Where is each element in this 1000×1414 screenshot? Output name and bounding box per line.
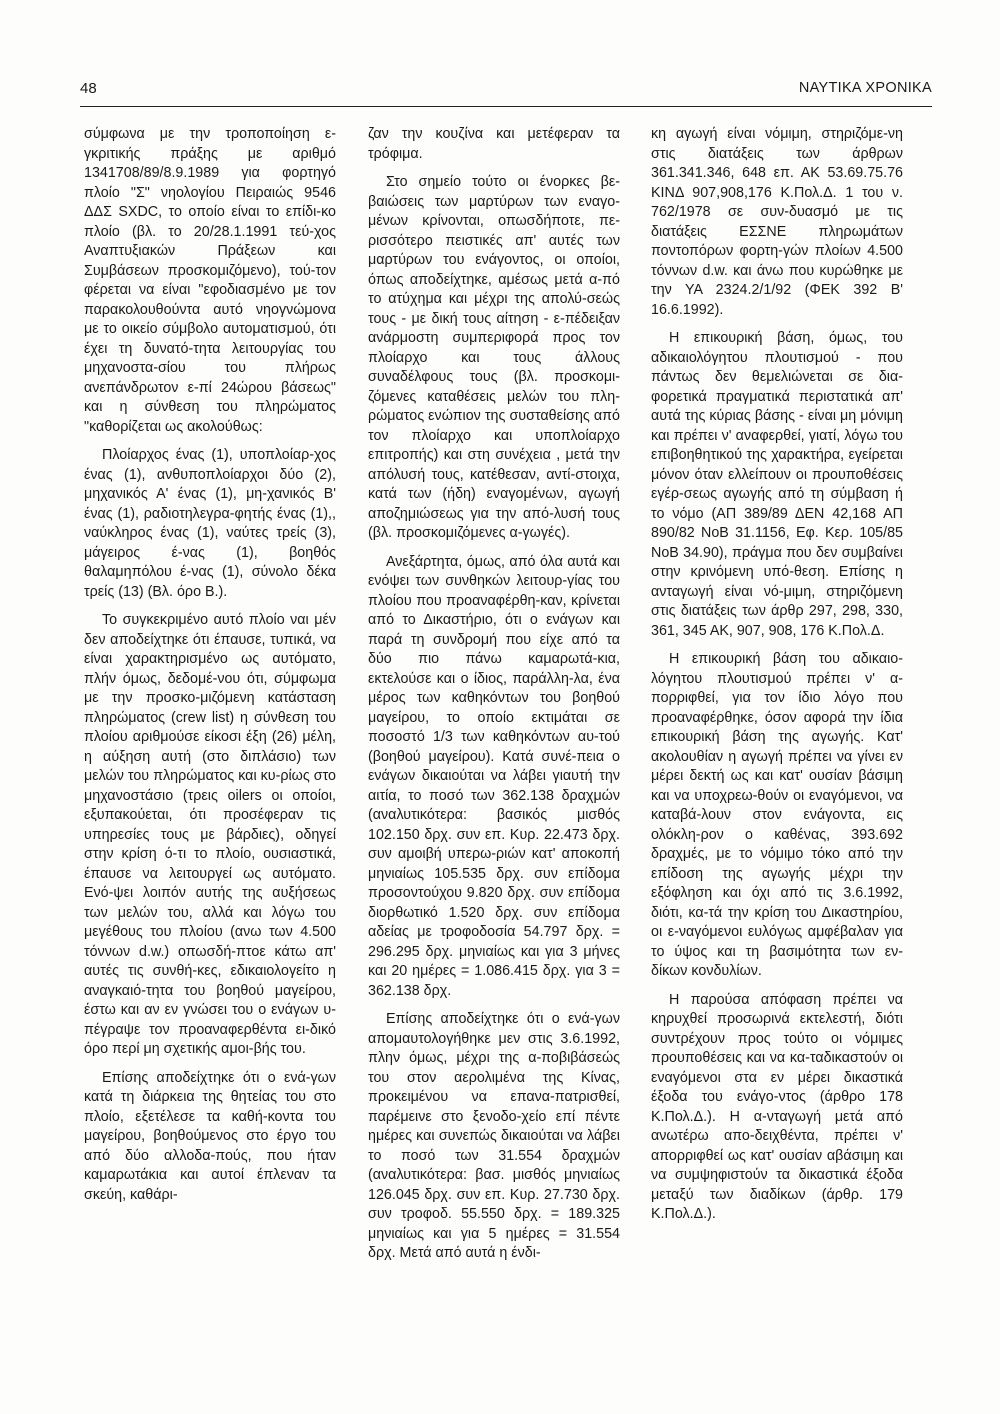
paragraph: Η επικουρική βάση του αδικαιο-λόγητου πλουτισμού πρέπει ν' α-πορριφθεί, για τον ίδιο λόγο που προαναφέρθηκε, όσον αφορά την ίδια επικουρική βάση της αγωγής. Κατ' ακολουθίαν η αγωγή πρέπει να γίνει εν μέρει δεκτή ως και κατ' ουσίαν βάσιμη και να υποχρεω-θούν οι εναγόμενοι, να καταβά-λουν στον ενάγοντα, εις ολόκλη-ρον ο καθένας, 393.692 δραχμές, με το νόμιμο τόκο από την επίδοση της αγωγής μέχρι την εξόφληση και όχι από τις 3.6.1992, διότι, κα-τά την κρίση του Δικαστηρίου, οι ε-ναγόμενοι ευλόγως αμφέβαλαν για το ύψος και τη βασιμότητα των εν-δίκων κονδυλίων.: [651, 651, 903, 979]
text-column-2: [368, 125, 620, 1273]
journal-title: ΝΑΥΤΙΚΑ ΧΡΟΝΙΚΑ: [798, 80, 932, 96]
paragraph: Το συγκεκριμένο αυτό πλοίο ναι μέν δεν αποδείχτηκε ότι έπαυσε, τυπικά, να είναι χαρακτηρισμένο ως αυτόματο, πλήν όμως, δεδομέ-νου ότι, σύμφωμα με την προσκο-μιζόμενη κατάσταση πληρώματος (crew list) η σύνθεση του πλοίου αριθμούσε είκοσι έξη (26) μέλη, η αύξηση αυτή (στο διπλάσιο) των μελών του πληρώματος και κυ-ρίως στο μηχανοστάσιο (τρεις oilers οι οποίοι, εξυπακούεται, ότι προσέφεραν τις υπηρεσίες τους με βάρδιες), οδηγεί στην κρίση ό-τι το πλοίο, ουσιαστικά, έπαυσε να λειτουργεί ως αυτόματο. Ενό-ψει λοιπόν αυτής της αυξήσεως των μελών του, αλλά και λόγω του μεγέθους του πλοίου (ανω των 4.500 τόννων d.w.) οπωσδή-πτοε κάτω απ' αυτές τις συνθή-κες, εδικαιολογείτο η αναγκαιό-τητα του βοηθού μαγείρου, έστω και αν εν γνώσει του ο ενάγων υ-πέγραψε τον προαναφερθέντα ει-δικό όρο περί μη σχετικής αμοι-βής του.: [84, 612, 336, 1057]
paragraph: Ανεξάρτητα, όμως, από όλα αυτά και ενόψει των συνθηκών λειτουρ-γίας του πλοίου που προαναφέρθη-καν, κρίνεται από το Δικαστήριο, ότι ο ενάγων και παρά τη συνδρομή που είχε από τα δύο πιο πάνω καμαρωτά-κια, εκτελούσε και ο ίδιος, παράλλη-λα, ένα μέρος των καθηκόντων του βοηθού μαγείρου, το οποίο εκτιμάται σε ποσοστό 1/3 των καθηκόντων αυ-τού (βοηθού μαγείρου). Κατά συνέ-πεια ο ενάγων δικαιούται να λάβει γιαυτή την αιτία, το ποσό των 362.138 δραχμών (αναλυτικότερα: βασικός μισθός 102.150 δρχ. συν επ. Κυρ. 22.473 δρχ. συν αμοιβή υπερω-ριών κατ' αποκοπή μηνιαίως 105.535 δρχ. συν επίδομα προσοντούχου 9.820 δρχ. συν επίδομα διορθωτικό 1.520 δρχ. συν επίδομα αδείας με τροφοδοσία 54.797 δρχ. = 296.295 δρχ. μηνιαίως και για 3 μήνες και 20 ημέρες = 1.086.415 δρχ. για 3 = 362.138 δρχ.: [368, 553, 620, 999]
paragraph: Επίσης αποδείχτηκε ότι ο ενά-γων κατά τη διάρκεια της θητείας του στο πλοίο, εξετέλεσε τα καθή-κοντα του μαγείρου, βοηθούμενος στο έργο του από δύο αλλοδα-πούς, που ήταν καμαρωτάκια και αυτοί έπλεναν τα σκεύη, καθάρι-: [84, 1069, 336, 1203]
paragraph: Πλοίαρχος ένας (1), υποπλοίαρ-χος ένας (1), ανθυποπλοίαρχοι δύο (2), μηχανικός Α' ένας (1), μη-χανικός Β' ένας (1), ραδιοτηλεγρα-φητής ένας (1),, ναύκληρος ένας (1), ναύτες τρείς (3), μάγειρος έ-νας (1), βοηθός θαλαμηπόλου έ-νας (1), σύνολο δέκα τρείς (13) (Βλ. όρο Β.).: [84, 447, 336, 600]
paragraph: Η παρούσα απόφαση πρέπει να κηρυχθεί προσωρινά εκτελεστή, διότι συντρέχουν προς τούτο οι νόμιμες προυποθέσεις και να κα-ταδικαστούν οι εναγόμενοι στα εν μέρει δικαστικά έξοδα του ενάγο-ντος (άρθρο 178 Κ.Πολ.Δ.). Η α-νταγωγή μετά από ανωτέρω απο-δειχθέντα, πρέπει ν' απορριφθεί ως κατ' ουσίαν αβάσιμη και να συμψηφιστούν τα δικαστικά έξοδα μεταξύ των διαδίκων (άρθρ. 179 Κ.Πολ.Δ.).: [651, 991, 903, 1222]
page-header: [80, 78, 932, 108]
paragraph: σύμφωνα με την τροποποίηση ε-γκριτικής πράξης με αριθμό 1341708/89/8.9.1989 για φορτηγό πλοίο "Σ" νηολογίου Πειραιώς 9546 ΔΔΣ SXDC, το οποίο είναι το επίδι-κο πλοίο (βλ. το 20/28.1.1991 τεύ-χος Αναπτυξιακών Πράξεων και Συμβάσεων προσκομιζόμενο), τού-τον φέρεται να είναι "εφοδιασμένο με τον παρακολουθούντα αυτό νηογνώμονα με το οικείο σύμβολο αυτοματισμού, ότι έχει τη δυνατό-τητα λειτουργίας του μηχανοστα-σίου του πλήρως ανεπάνδρωτον ε-πί 24ώρου βάσεως" και η σύνθεση του πληρώματος "καθορίζεται ως ακολούθως:: [84, 126, 336, 435]
page-number: 48: [80, 80, 97, 97]
paragraph: κη αγωγή είναι νόμιμη, στηριζόμε-νη στις διατάξεις των άρθρων 361.341.346, 648 επ. ΑΚ 53.69.75.76 ΚΙΝΔ 907,908,176 Κ.Πολ.Δ. 1 του ν. 762/1978 σε συν-δυασμό με τις διατάξεις ΕΣΣΝΕ πληρωμάτων ποντοπόρων φορτη-γών πλοίων 4.500 τόννων d.w. και άνω που κυρώθηκε με την ΥΑ 2324.2/1/92 (ΦΕΚ 392 Β' 16.6.1992).: [651, 126, 903, 318]
header-rule: [80, 106, 932, 107]
text-column-1: [84, 125, 336, 1214]
paragraph: Επίσης αποδείχτηκε ότι ο ενά-γων απομαυτολογήθηκε μεν στις 3.6.1992, πλην όμως, μέχρι της α-ποβιβάσεώς του στον αερολιμένα της Κίνας, προκειμένου να επανα-πατρισθεί, παρέμεινε στο ξενοδο-χείο επί πέντε ημέρες και συνεπώς δικαιούται να λάβει το ποσό των 31.554 δραχμών (αναλυτικότερα: βασ. μισθός μηνιαίως 126.045 δρχ. συν επ. Κυρ. 27.730 δρχ. συν τροφοδ. 55.550 δρχ. = 189.325 μηνιαίως και για 5 ημέρες = 31.554 δρχ. Μετά από αυτά η ένδι-: [368, 1011, 620, 1261]
text-column-3: [651, 125, 903, 1234]
paragraph: ζαν την κουζίνα και μετέφεραν τα τρόφιμα.: [368, 126, 620, 162]
paragraph: Η επικουρική βάση, όμως, του αδικαιολόγητου πλουτισμού - που πάντως δεν θεμελιώνεται σε δια-φορετικά πραγματικά περιστατικά απ' αυτά της κύριας βάσης - είναι μη μόνιμη και πρέπει ν' αναφερθεί, γιατί, λόγω του επιβοηθητικού της χαρακτήρα, εγείρεται μόνον όταν ελλείπουν οι προυποθέσεις εγέρ-σεως αγωγής από τη σύμβαση ή το νόμο (ΑΠ 389/89 ΔΕΝ 42,168 ΑΠ 890/82 ΝοΒ 31.1156, Εφ. Κερ. 105/85 ΝοΒ 34.90), πράγμα που δεν συμβαίνει στην κρινόμενη υπό-θεση. Επίσης η ανταγωγή είναι νό-μιμη, στηριζόμενη στις διατάξεις των άρθρ 297, 298, 330, 361, 345 ΑΚ, 907, 908, 176 Κ.Πολ.Δ.: [651, 330, 903, 639]
paragraph: Στο σημείο τούτο οι ένορκες βε-βαιώσεις των μαρτύρων των εναγο-μένων κρίνονται, οπωσδήποτε, πε-ρισσότερο πειστικές απ' αυτές των μαρτύρων του ενάγοντος, οι οποίοι, όπως αποδείχτηκε, αμέσως μετά α-πό το ατύχημα και μέχρι της απολύ-σεώς τους - με δική τους αίτηση - ε-πέδειξαν ανάρμοστη συμπεριφορά προς τον πλοίαρχο και τους άλλους συναδέλφους τους (βλ. προσκομι-ζόμενες καταθέσεις μελών του πλη-ρώματος ενώπιον της συσταθείσης από τον πλοίαρχο και υποπλοίαρχο επιτροπής) και στη συνέχεια , μετά την απόλυσή τους, κατέθεσαν, αντί-στοιχα, κατά των (ήδη) εναγομένων, αγωγή αποζημιώσεως για την από-λυσή τους (βλ. προσκομιζόμενες α-γωγές).: [368, 174, 620, 541]
